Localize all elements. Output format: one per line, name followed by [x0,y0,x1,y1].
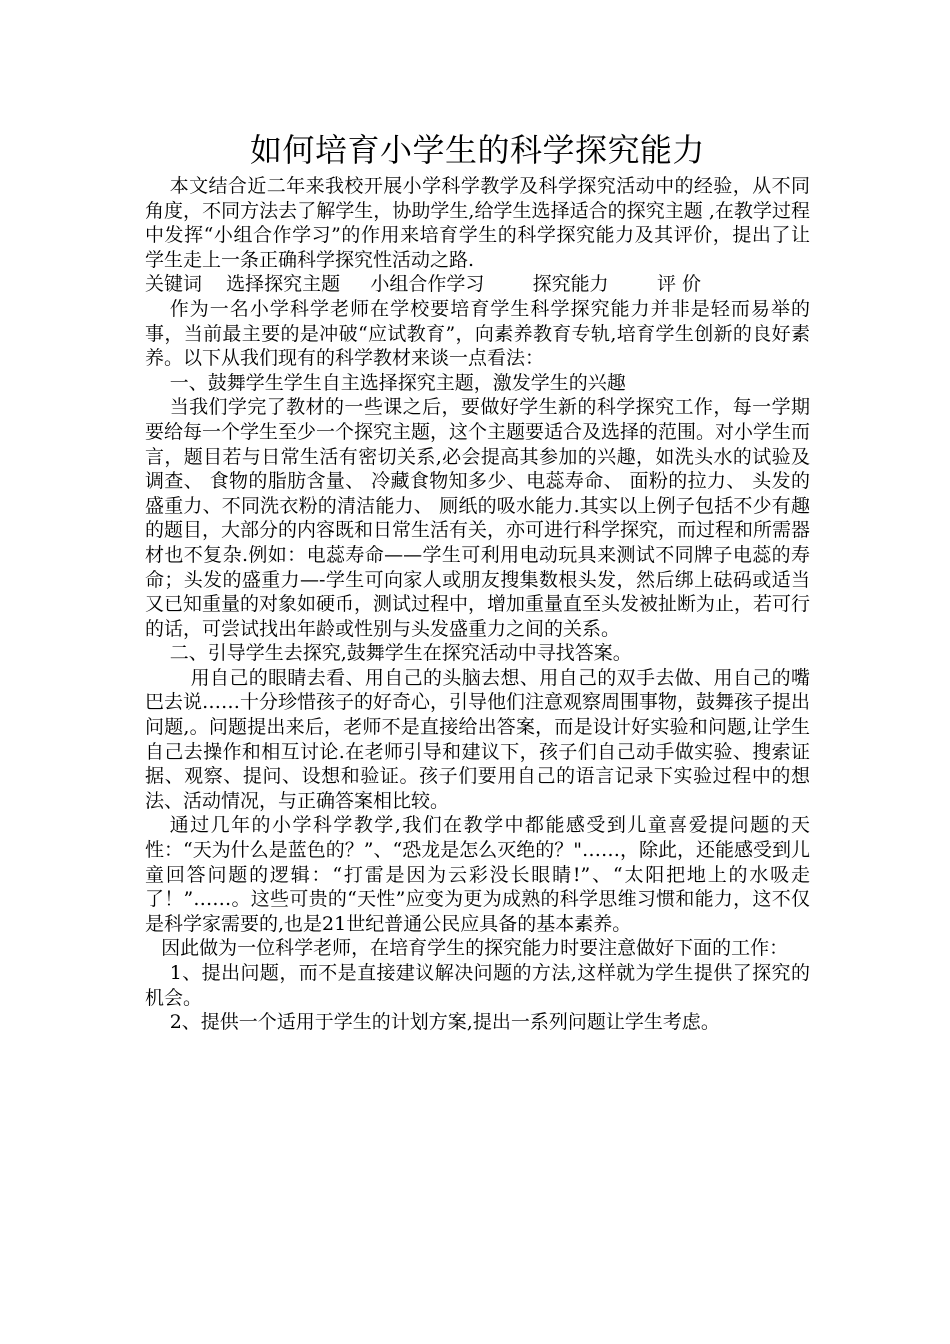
body-paragraph-intro: 作为一名小学科学老师在学校要培育学生科学探究能力并非是轻而易举的事，当前最主要的是冲破“应试教育”，向素养教育专轨,培育学生创新的良好素养。以下从我们现有的科学教材来谈一点看法： [145,297,810,370]
document-page [145,128,810,1035]
document-title: 如何培育小学生的科学探究能力 [249,131,705,169]
body-paragraph-teacher-work: 因此做为一位科学老师，在培育学生的探究能力时要注意做好下面的工作： [161,937,789,960]
body-paragraph-section-2: 用自己的眼睛去看、用自己的头脑去想、用自己的双手去做、用自己的嘴巴去说……十分珍惜孩子的好奇心，引导他们注意观察周围事物，鼓舞孩子提出问题,。问题提出来后，老师不是直接给出答案，而是设计好实验和问题,让学生自己去操作和相互讨论.在老师引导和建议下，孩子们自己动手做实验、搜索证据、观察、提问、设想和验证。孩子们要用自己的语言记录下实验过程中的想法、活动情况，与正确答案相比较。 [145,666,811,812]
section-heading-2: 二、引导学生去探究,鼓舞学生在探究活动中寻找答案。 [169,642,632,665]
list-item-1: 1、提出问题，而不是直接建议解决问题的方法,这样就为学生提供了探究的机会。 [145,962,810,1009]
abstract-paragraph: 本文结合近二年来我校开展小学科学教学及科学探究活动中的经验，从不同角度，不同方法去了解学生，协助学生,给学生选择适合的探究主题 ,在教学过程中发挥“小组合作学习”的作用来培育学生的科学探究能力及其评价，提出了让学生走上一条正确科学探究性活动之路. [145,175,810,271]
body-paragraph-curiosity: 通过几年的小学科学教学,我们在教学中都能感受到儿童喜爱提问题的天性：“天为什么是蓝色的？”、“恐龙是怎么灭绝的？"……，除此，还能感受到儿童回答问题的逻辑：“打雷是因为云彩没长眼睛!”、“太阳把地上的水吸走了！”……。这些可贵的“天性”应变为更为成熟的科学思维习惯和能力，这不仅是科学家需要的,也是21世纪普通公民应具备的基本素养。 [145,814,810,935]
list-item-2: 2、提供一个适用于学生的计划方案,提出一系列问题让学生考虑。 [169,1011,720,1034]
body-paragraph-section-1: 当我们学完了教材的一些课之后，要做好学生新的科学探究工作，每一学期要给每一个学生至少一个探究主题，这个主题要适合及选择的范围。对小学生而言，题目若与日常生活有密切关系,必会提高其参加的兴趣，如洗头水的试验及调查、 食物的脂肪含量、 冷藏食物知多少、电蕊寿命、 面粉的拉力、 头发的盛重力、不同洗衣粉的清洁能力、 厕纸的吸水能力.其实以上例子包括不少有趣的题目，大部分的内容既和日常生活有关，亦可进行科学探究，而过程和所需器材也不复杂.例如：电蕊寿命——学生可利用电动玩具来测试不同牌子电蕊的寿命；头发的盛重力—-学生可向家人或朋友搜集数根头发，然后绑上砝码或适当又已知重量的对象如硬币，测试过程中，增加重量直至头发被扯断为止，若可行的话，可尝试找出年龄或性别与头发盛重力之间的关系。 [145,396,811,640]
section-heading-1: 一、鼓舞学生学生自主选择探究主题，激发学生的兴趣 [169,371,626,394]
keywords-line: 关键词 选择探究主题 小组合作学习 探究能力 评 价 [145,273,702,296]
